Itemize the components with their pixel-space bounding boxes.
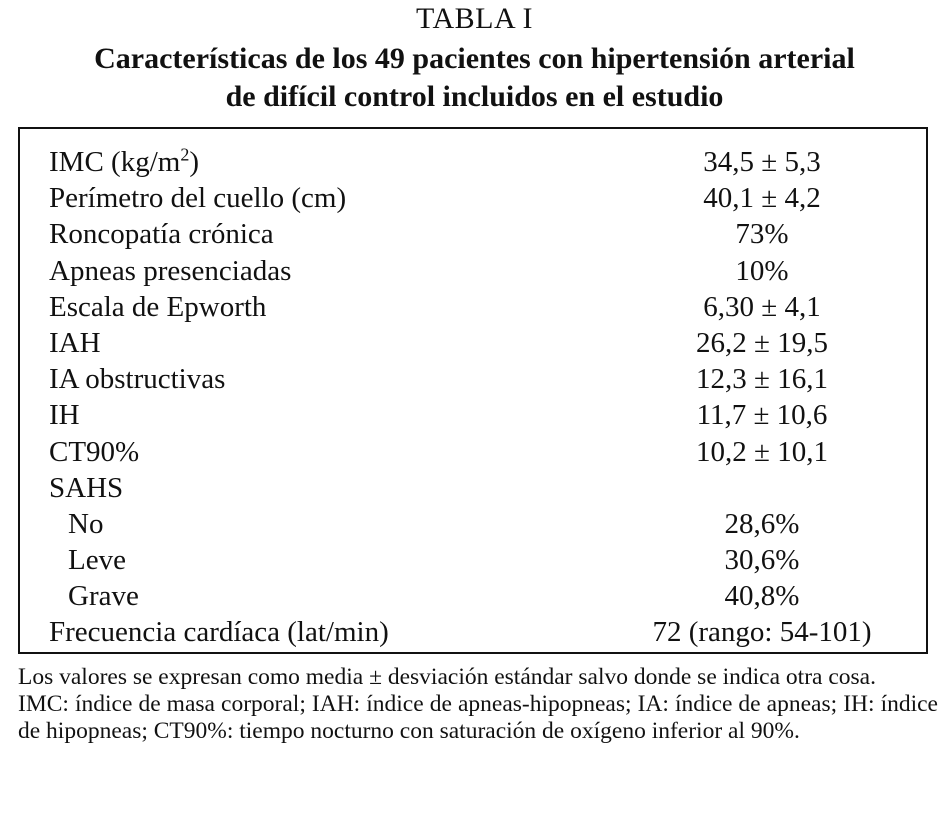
- table-title: TABLA I: [416, 2, 533, 35]
- table-row-sahs: [20, 470, 926, 506]
- table-row-ct90: [20, 434, 926, 470]
- table-row-imc: [20, 144, 926, 180]
- superscript: 2: [180, 144, 190, 165]
- row-value: 10%: [735, 254, 789, 287]
- table-row-sahs-no: [20, 506, 926, 542]
- data-table: [18, 127, 928, 654]
- row-label: Leve: [68, 544, 126, 577]
- table-row-ih: [20, 397, 926, 433]
- row-value: 30,6%: [724, 544, 800, 577]
- row-label: Roncopatía crónica: [49, 218, 274, 251]
- row-label: IMC $(kg/m^2)$: [49, 144, 199, 178]
- table-row-iah: [20, 325, 926, 361]
- row-label: Frecuencia cardíaca (lat/min): [49, 616, 389, 649]
- footnote-values: Los valores se expresan como media ± desviación estándar salvo donde se indica otra cosa.: [18, 664, 876, 690]
- row-value: 40,1 ± 4,2: [703, 182, 821, 215]
- row-label: Apneas presenciadas: [49, 254, 292, 287]
- table-row-ia: [20, 361, 926, 397]
- row-value: 12,3 ± 16,1: [696, 363, 828, 396]
- row-value: 72 (rango: 54-101): [652, 616, 872, 649]
- row-value: 73%: [735, 218, 789, 251]
- table-row-apneas: [20, 253, 926, 289]
- row-label: IA obstructivas: [49, 363, 226, 396]
- table-row-sahs-grave: [20, 578, 926, 614]
- footnote-abbreviations: IMC: índice de masa corporal; IAH: índice de apneas-hipopneas; IA: índice de apneas; IH: índice de hipopneas; CT90%: tiempo nocturno con saturación de oxígeno inferior al 90%.: [18, 691, 938, 744]
- table-row-roncopatia: [20, 216, 926, 252]
- row-value: 11,7 ± 10,6: [696, 399, 828, 432]
- caption-line-1: Características de los 49 pacientes con hipertensión arterial: [94, 42, 855, 75]
- caption-line-2: de difícil control incluidos en el estudio: [225, 80, 724, 113]
- row-label: CT90%: [49, 435, 140, 468]
- row-label: IH: [49, 399, 80, 432]
- row-label: Perímetro del cuello (cm): [49, 182, 347, 215]
- table-row-sahs-leve: [20, 542, 926, 578]
- table-footnotes: [18, 664, 938, 745]
- table-row-frecuencia: [20, 614, 926, 650]
- table-row-epworth: [20, 289, 926, 325]
- row-value: 34,5 ± 5,3: [703, 146, 821, 178]
- row-value: 10,2 ± 10,1: [696, 435, 828, 468]
- row-label: SAHS: [49, 471, 124, 504]
- row-value: 6,30 ± 4,1: [703, 290, 821, 323]
- row-label: IAH: [49, 326, 101, 359]
- table-rows: [20, 144, 926, 651]
- table-row-perimetro: [20, 180, 926, 216]
- row-label: Escala de Epworth: [49, 290, 267, 323]
- table-caption: [0, 40, 949, 116]
- row-label: Grave: [68, 580, 139, 613]
- row-value: 26,2 ± 19,5: [696, 326, 828, 359]
- row-label: No: [68, 507, 104, 540]
- row-value: 40,8%: [724, 580, 800, 613]
- row-value: 28,6%: [724, 507, 800, 540]
